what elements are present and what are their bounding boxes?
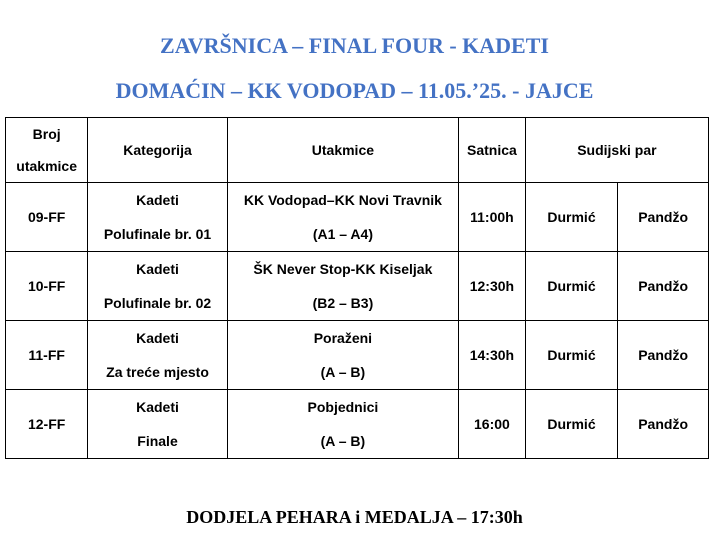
document-title: ZAVRŠNICA – FINAL FOUR - KADETI: [160, 33, 549, 58]
table-row: [6, 390, 709, 459]
table-header-row: [6, 118, 709, 183]
table-row: [6, 252, 709, 321]
match-category: Kadeti Finale: [88, 390, 227, 459]
match-teams: Poraženi (A – B): [227, 321, 458, 390]
match-teams: ŠK Never Stop-KK Kiseljak (B2 – B3): [227, 252, 458, 321]
award-ceremony-note: DODJELA PEHARA i MEDALJA – 17:30h: [186, 507, 523, 527]
match-category: Kadeti Za treće mjesto: [88, 321, 227, 390]
referee-2: Pandžo: [618, 183, 709, 252]
referee-1: Durmić: [525, 321, 617, 390]
table-row: [6, 183, 709, 252]
match-number: 11-FF: [6, 321, 88, 390]
referee-2: Pandžo: [618, 390, 709, 459]
match-teams: KK Vodopad–KK Novi Travnik (A1 – A4): [227, 183, 458, 252]
match-number: 12-FF: [6, 390, 88, 459]
match-teams: Pobjednici (A – B): [227, 390, 458, 459]
match-category: Kadeti Polufinale br. 02: [88, 252, 227, 321]
header-broj-utakmice: Broj utakmice: [6, 118, 88, 183]
header-sudijski-par: Sudijski par: [525, 118, 708, 183]
header-kategorija: Kategorija: [88, 118, 227, 183]
referee-1: Durmić: [525, 183, 617, 252]
document-subtitle: DOMAĆIN – KK VODOPAD – 11.05.’25. - JAJCE: [115, 78, 594, 103]
referee-1: Durmić: [525, 390, 617, 459]
referee-2: Pandžo: [618, 252, 709, 321]
match-number: 10-FF: [6, 252, 88, 321]
table-row: [6, 321, 709, 390]
schedule-table: [5, 117, 709, 459]
match-time: 12:30h: [459, 252, 526, 321]
header-satnica: Satnica: [459, 118, 526, 183]
match-time: 16:00: [459, 390, 526, 459]
header-utakmice: Utakmice: [227, 118, 458, 183]
match-number: 09-FF: [6, 183, 88, 252]
match-category: Kadeti Polufinale br. 01: [88, 183, 227, 252]
referee-1: Durmić: [525, 252, 617, 321]
match-time: 14:30h: [459, 321, 526, 390]
referee-2: Pandžo: [618, 321, 709, 390]
match-time: 11:00h: [459, 183, 526, 252]
